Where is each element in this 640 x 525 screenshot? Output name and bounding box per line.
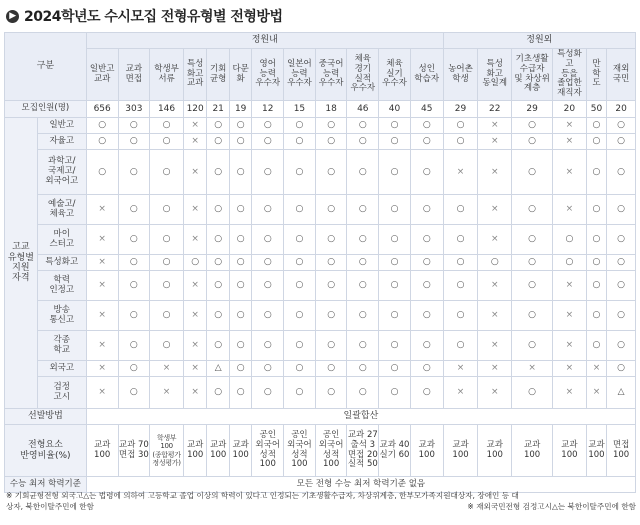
column-header: 기초생활 수급자 및 차상위 계층 (512, 49, 553, 101)
eligibility-mark: × (150, 361, 184, 377)
eligibility-mark: ○ (315, 331, 347, 361)
eligibility-mark: ○ (586, 301, 606, 331)
eligibility-mark: × (478, 195, 512, 225)
eligibility-mark: ○ (118, 195, 150, 225)
recruit-row (5, 101, 636, 118)
eligibility-mark: ○ (410, 134, 443, 150)
eligibility-mark: × (183, 118, 207, 134)
eligibility-mark: ○ (607, 225, 636, 255)
eligibility-mark: ○ (207, 377, 229, 409)
eligibility-mark: ○ (150, 134, 184, 150)
eligibility-mark: ○ (229, 150, 251, 195)
eligibility-mark: ○ (379, 134, 411, 150)
eligibility-mark: ○ (252, 255, 284, 271)
eligibility-mark: ○ (118, 134, 150, 150)
eligibility-mark: ○ (347, 301, 379, 331)
eligibility-mark: × (183, 377, 207, 409)
eligibility-mark: ○ (315, 118, 347, 134)
school-type-label: 특성화고 (37, 255, 86, 271)
eligibility-mark: ○ (315, 271, 347, 301)
ratio-value: 교과 100 (553, 425, 587, 477)
eligibility-mark: × (586, 361, 606, 377)
eligibility-mark: ○ (229, 118, 251, 134)
eligibility-mark: ○ (252, 225, 284, 255)
eligibility-mark: ○ (347, 118, 379, 134)
eligibility-mark: × (553, 271, 587, 301)
eligibility-mark: ○ (443, 118, 478, 134)
eligibility-mark: ○ (315, 361, 347, 377)
eligibility-mark: ○ (586, 118, 606, 134)
eligibility-mark: △ (607, 377, 636, 409)
eligibility-mark: ○ (229, 331, 251, 361)
eligibility-row (5, 331, 636, 361)
eligibility-mark: ○ (512, 255, 553, 271)
column-header: 일반고 교과 (86, 49, 118, 101)
eligibility-mark: ○ (607, 118, 636, 134)
school-type-label: 방송 통신고 (37, 301, 86, 331)
eligibility-mark: × (478, 150, 512, 195)
eligibility-mark: ○ (284, 331, 316, 361)
recruit-count: 18 (315, 101, 347, 118)
eligibility-mark: ○ (443, 134, 478, 150)
eligibility-mark: × (478, 225, 512, 255)
eligibility-mark: × (86, 377, 118, 409)
eligibility-mark: ○ (229, 361, 251, 377)
eligibility-mark: × (443, 377, 478, 409)
eligibility-mark: × (183, 361, 207, 377)
eligibility-mark: ○ (586, 255, 606, 271)
header-row-columns (5, 49, 636, 101)
eligibility-mark: ○ (379, 331, 411, 361)
eligibility-mark: ○ (252, 118, 284, 134)
eligibility-mark: ○ (315, 255, 347, 271)
school-type-label: 각종 학교 (37, 331, 86, 361)
eligibility-mark: ○ (229, 377, 251, 409)
footnotes (6, 490, 636, 512)
eligibility-mark: ○ (347, 361, 379, 377)
eligibility-mark: × (183, 150, 207, 195)
eligibility-mark: × (478, 361, 512, 377)
eligibility-mark: ○ (150, 331, 184, 361)
eligibility-mark: ○ (607, 150, 636, 195)
column-header: 특성 화고 교과 (183, 49, 207, 101)
eligibility-mark: × (553, 150, 587, 195)
eligibility-mark: ○ (512, 118, 553, 134)
eligibility-mark: ○ (379, 301, 411, 331)
eligibility-mark: ○ (207, 301, 229, 331)
eligibility-mark: ○ (347, 134, 379, 150)
eligibility-mark: ○ (410, 271, 443, 301)
eligibility-mark: ○ (315, 150, 347, 195)
eligibility-mark: ○ (586, 150, 606, 195)
eligibility-mark: ○ (284, 361, 316, 377)
eligibility-mark: ○ (315, 134, 347, 150)
school-type-label: 일반고 (37, 118, 86, 134)
eligibility-mark: ○ (252, 134, 284, 150)
footnote-2: ※ 재외국민전형 검정고시△는 북한이탈주민에 한함 (467, 502, 636, 511)
eligibility-mark: × (512, 361, 553, 377)
minimum-label: 수능 최저 학력기준 (5, 477, 87, 493)
eligibility-mark: ○ (229, 271, 251, 301)
eligibility-mark: × (553, 361, 587, 377)
eligibility-mark: ○ (443, 271, 478, 301)
eligibility-mark: × (86, 195, 118, 225)
eligibility-mark: ○ (207, 225, 229, 255)
eligibility-mark: ○ (118, 361, 150, 377)
recruit-count: 29 (512, 101, 553, 118)
eligibility-mark: ○ (150, 271, 184, 301)
footnote-1: ※ 기회균형전형 외국고△는 법령에 의하여 고등학교 졸업 이상의 학력이 있다고 인정되는 기초생활수급자, 차상위계층, 한부모가족지원대상자, 장애인 등 대 (6, 491, 519, 500)
recruit-count: 19 (229, 101, 251, 118)
eligibility-row (5, 361, 636, 377)
eligibility-mark: ○ (183, 255, 207, 271)
eligibility-mark: × (183, 225, 207, 255)
eligibility-mark: ○ (252, 195, 284, 225)
recruit-count: 146 (150, 101, 184, 118)
eligibility-mark: × (443, 361, 478, 377)
recruit-count: 12 (252, 101, 284, 118)
eligibility-mark: × (553, 301, 587, 331)
selection-label: 선발방법 (5, 409, 87, 425)
eligibility-mark: ○ (252, 361, 284, 377)
eligibility-mark: × (478, 134, 512, 150)
eligibility-row (5, 225, 636, 255)
eligibility-mark: ○ (252, 301, 284, 331)
eligibility-mark: ○ (207, 255, 229, 271)
eligibility-mark: ○ (553, 225, 587, 255)
ratio-value: 학생부 100 (종합평가 정성평가) (150, 425, 184, 477)
eligibility-mark: ○ (607, 301, 636, 331)
ratio-value: 교과 100 (207, 425, 229, 477)
column-header: 만 학 도 (586, 49, 606, 101)
eligibility-mark: ○ (284, 225, 316, 255)
eligibility-row (5, 150, 636, 195)
school-type-label: 자율고 (37, 134, 86, 150)
eligibility-mark: ○ (118, 150, 150, 195)
eligibility-mark: ○ (410, 255, 443, 271)
eligibility-mark: ○ (512, 225, 553, 255)
column-header: 재외 국민 (607, 49, 636, 101)
eligibility-mark: ○ (284, 150, 316, 195)
eligibility-mark: × (478, 377, 512, 409)
eligibility-mark: ○ (607, 255, 636, 271)
eligibility-mark: ○ (207, 271, 229, 301)
arrow-bullet-icon: ▶ (6, 10, 19, 23)
eligibility-mark: ○ (284, 301, 316, 331)
eligibility-mark: ○ (207, 134, 229, 150)
eligibility-mark: ○ (347, 377, 379, 409)
eligibility-mark: ○ (252, 271, 284, 301)
recruit-count: 50 (586, 101, 606, 118)
eligibility-mark: ○ (118, 118, 150, 134)
eligibility-mark: ○ (410, 377, 443, 409)
column-header: 영어 능력 우수자 (252, 49, 284, 101)
eligibility-row (5, 271, 636, 301)
eligibility-mark: ○ (229, 134, 251, 150)
eligibility-mark: ○ (607, 361, 636, 377)
eligibility-mark: ○ (150, 150, 184, 195)
recruit-count: 20 (553, 101, 587, 118)
eligibility-mark: ○ (229, 301, 251, 331)
eligibility-mark: ○ (150, 301, 184, 331)
ratio-value: 교과 100 (229, 425, 251, 477)
recruit-label: 모집인원(명) (5, 101, 87, 118)
column-header: 특성화고 등을 졸업한 재직자 (553, 49, 587, 101)
eligibility-row (5, 195, 636, 225)
eligibility-mark: ○ (586, 331, 606, 361)
eligibility-mark: ○ (512, 134, 553, 150)
selection-row (5, 409, 636, 425)
eligibility-mark: ○ (443, 255, 478, 271)
eligibility-mark: △ (207, 361, 229, 377)
recruit-count: 120 (183, 101, 207, 118)
eligibility-mark: ○ (252, 331, 284, 361)
eligibility-mark: ○ (410, 361, 443, 377)
eligibility-mark: ○ (379, 225, 411, 255)
eligibility-mark: ○ (410, 118, 443, 134)
minimum-value: 모든 전형 수능 최저 학력기준 없음 (86, 477, 635, 493)
eligibility-mark: ○ (553, 255, 587, 271)
eligibility-mark: ○ (379, 195, 411, 225)
eligibility-mark: × (183, 195, 207, 225)
eligibility-mark: ○ (586, 134, 606, 150)
title-text: 2024학년도 수시모집 전형유형별 전형방법 (24, 9, 283, 25)
eligibility-mark: ○ (586, 225, 606, 255)
eligibility-mark: × (553, 195, 587, 225)
ratio-value: 교과 100 (586, 425, 606, 477)
eligibility-mark: ○ (478, 255, 512, 271)
school-type-label: 검정 고시 (37, 377, 86, 409)
admission-table (4, 32, 636, 493)
column-header: 성인 학습자 (410, 49, 443, 101)
column-header: 체육 경기 실적 우수자 (347, 49, 379, 101)
recruit-count: 15 (284, 101, 316, 118)
eligibility-mark: ○ (86, 134, 118, 150)
ratio-value: 교과 100 (478, 425, 512, 477)
eligibility-mark: ○ (150, 195, 184, 225)
eligibility-mark: ○ (410, 331, 443, 361)
eligibility-mark: ○ (284, 118, 316, 134)
eligibility-mark: × (553, 134, 587, 150)
ratio-value: 교과 40 실기 60 (379, 425, 411, 477)
ratio-value: 교과 100 (512, 425, 553, 477)
eligibility-mark: ○ (207, 195, 229, 225)
eligibility-mark: ○ (443, 195, 478, 225)
eligibility-mark: ○ (252, 150, 284, 195)
eligibility-mark: × (183, 134, 207, 150)
eligibility-mark: ○ (410, 150, 443, 195)
page-title (6, 6, 282, 26)
eligibility-mark: × (478, 271, 512, 301)
ratio-value: 면접 100 (607, 425, 636, 477)
column-header: 기회 균형 (207, 49, 229, 101)
eligibility-mark: ○ (512, 195, 553, 225)
eligibility-mark: × (183, 331, 207, 361)
eligibility-mark: ○ (118, 255, 150, 271)
footnote-1-cont: 상자, 북한이탈주민에 한함 (6, 502, 94, 511)
eligibility-mark: × (86, 331, 118, 361)
eligibility-mark: ○ (229, 195, 251, 225)
header-group-label: 구분 (5, 33, 87, 101)
ratio-value: 교과 27 출석 3 면접 20 실적 50 (347, 425, 379, 477)
eligibility-mark: ○ (347, 255, 379, 271)
school-type-label: 학력 인정고 (37, 271, 86, 301)
recruit-count: 22 (478, 101, 512, 118)
eligibility-mark: ○ (410, 301, 443, 331)
eligibility-mark: ○ (379, 361, 411, 377)
eligibility-mark: ○ (347, 225, 379, 255)
column-header: 농어촌 학생 (443, 49, 478, 101)
eligibility-mark: ○ (379, 118, 411, 134)
eligibility-mark: ○ (607, 271, 636, 301)
eligibility-mark: × (86, 271, 118, 301)
header-row-group (5, 33, 636, 49)
eligibility-mark: × (553, 331, 587, 361)
column-header: 교과 면접 (118, 49, 150, 101)
school-type-label: 외국고 (37, 361, 86, 377)
eligibility-mark: ○ (229, 255, 251, 271)
ratio-label: 전형요소 반영비율(%) (5, 425, 87, 477)
eligibility-mark: × (86, 255, 118, 271)
eligibility-mark: ○ (315, 377, 347, 409)
eligibility-mark: ○ (443, 331, 478, 361)
eligibility-mark: ○ (379, 255, 411, 271)
column-header: 특성 화고 동일계 (478, 49, 512, 101)
ratio-value: 교과 100 (410, 425, 443, 477)
eligibility-mark: × (553, 118, 587, 134)
eligibility-mark: × (478, 331, 512, 361)
eligibility-row (5, 255, 636, 271)
column-header: 학생부 서류 (150, 49, 184, 101)
recruit-count: 29 (443, 101, 478, 118)
eligibility-mark: ○ (150, 118, 184, 134)
eligibility-mark: ○ (229, 225, 251, 255)
column-header: 중국어 능력 우수자 (315, 49, 347, 101)
eligibility-mark: ○ (379, 271, 411, 301)
eligibility-mark: ○ (284, 195, 316, 225)
eligibility-mark: ○ (607, 195, 636, 225)
eligibility-mark: ○ (86, 118, 118, 134)
eligibility-mark: × (443, 150, 478, 195)
recruit-count: 303 (118, 101, 150, 118)
eligibility-mark: ○ (512, 271, 553, 301)
school-type-label: 마이 스터고 (37, 225, 86, 255)
eligibility-mark: ○ (118, 225, 150, 255)
eligibility-mark: × (86, 301, 118, 331)
eligibility-mark: ○ (512, 301, 553, 331)
eligibility-mark: × (478, 301, 512, 331)
selection-value: 일괄합산 (86, 409, 635, 425)
eligibility-mark: ○ (315, 195, 347, 225)
eligibility-mark: ○ (443, 225, 478, 255)
column-header: 체육 실기 우수자 (379, 49, 411, 101)
eligibility-mark: × (150, 377, 184, 409)
eligibility-mark: ○ (607, 331, 636, 361)
eligibility-mark: ○ (586, 195, 606, 225)
recruit-count: 40 (379, 101, 411, 118)
eligibility-mark: ○ (379, 377, 411, 409)
eligibility-row (5, 134, 636, 150)
column-header: 일본어 능력 우수자 (284, 49, 316, 101)
ratio-value: 교과 100 (86, 425, 118, 477)
eligibility-mark: ○ (347, 331, 379, 361)
eligibility-mark: ○ (379, 150, 411, 195)
ratio-value: 교과 100 (443, 425, 478, 477)
school-type-label: 과학고/ 국제고/ 외국어고 (37, 150, 86, 195)
ratio-value: 교과 70 면접 30 (118, 425, 150, 477)
eligibility-mark: ○ (207, 331, 229, 361)
eligibility-mark: ○ (284, 134, 316, 150)
header-in-quota: 정원내 (86, 33, 443, 49)
eligibility-mark: ○ (512, 331, 553, 361)
eligibility-mark: × (553, 377, 587, 409)
eligibility-mark: ○ (607, 134, 636, 150)
eligibility-mark: ○ (512, 150, 553, 195)
eligibility-row (5, 377, 636, 409)
eligibility-mark: × (586, 377, 606, 409)
ratio-value: 공인 외국어 성적 100 (284, 425, 316, 477)
eligibility-row (5, 118, 636, 134)
eligibility-mark: ○ (315, 301, 347, 331)
school-type-label: 예술고/ 체육고 (37, 195, 86, 225)
eligibility-label: 고교 유형별 지원 자격 (5, 118, 38, 409)
recruit-count: 21 (207, 101, 229, 118)
eligibility-mark: ○ (118, 271, 150, 301)
eligibility-mark: × (183, 301, 207, 331)
header-out-quota: 정원외 (443, 33, 635, 49)
eligibility-mark: × (183, 271, 207, 301)
recruit-count: 656 (86, 101, 118, 118)
eligibility-mark: ○ (284, 271, 316, 301)
eligibility-mark: ○ (512, 377, 553, 409)
eligibility-mark: ○ (347, 150, 379, 195)
ratio-value: 공인 외국어 성적 100 (315, 425, 347, 477)
eligibility-mark: ○ (150, 225, 184, 255)
eligibility-mark: ○ (118, 377, 150, 409)
eligibility-mark: ○ (347, 195, 379, 225)
eligibility-mark: ○ (284, 377, 316, 409)
eligibility-mark: ○ (86, 150, 118, 195)
eligibility-mark: ○ (410, 195, 443, 225)
eligibility-mark: ○ (347, 271, 379, 301)
eligibility-mark: ○ (315, 225, 347, 255)
eligibility-mark: × (86, 225, 118, 255)
eligibility-mark: ○ (207, 150, 229, 195)
eligibility-mark: ○ (586, 271, 606, 301)
eligibility-row (5, 301, 636, 331)
eligibility-mark: ○ (118, 331, 150, 361)
eligibility-mark: ○ (252, 377, 284, 409)
ratio-value: 공인 외국어 성적 100 (252, 425, 284, 477)
recruit-count: 20 (607, 101, 636, 118)
column-header: 다문 화 (229, 49, 251, 101)
eligibility-mark: ○ (207, 118, 229, 134)
recruit-count: 45 (410, 101, 443, 118)
eligibility-mark: ○ (284, 255, 316, 271)
eligibility-mark: ○ (410, 225, 443, 255)
eligibility-mark: ○ (118, 301, 150, 331)
eligibility-mark: × (86, 361, 118, 377)
ratio-value: 교과 100 (183, 425, 207, 477)
recruit-count: 46 (347, 101, 379, 118)
eligibility-mark: ○ (150, 255, 184, 271)
eligibility-mark: ○ (443, 301, 478, 331)
ratio-row (5, 425, 636, 477)
eligibility-mark: × (478, 118, 512, 134)
